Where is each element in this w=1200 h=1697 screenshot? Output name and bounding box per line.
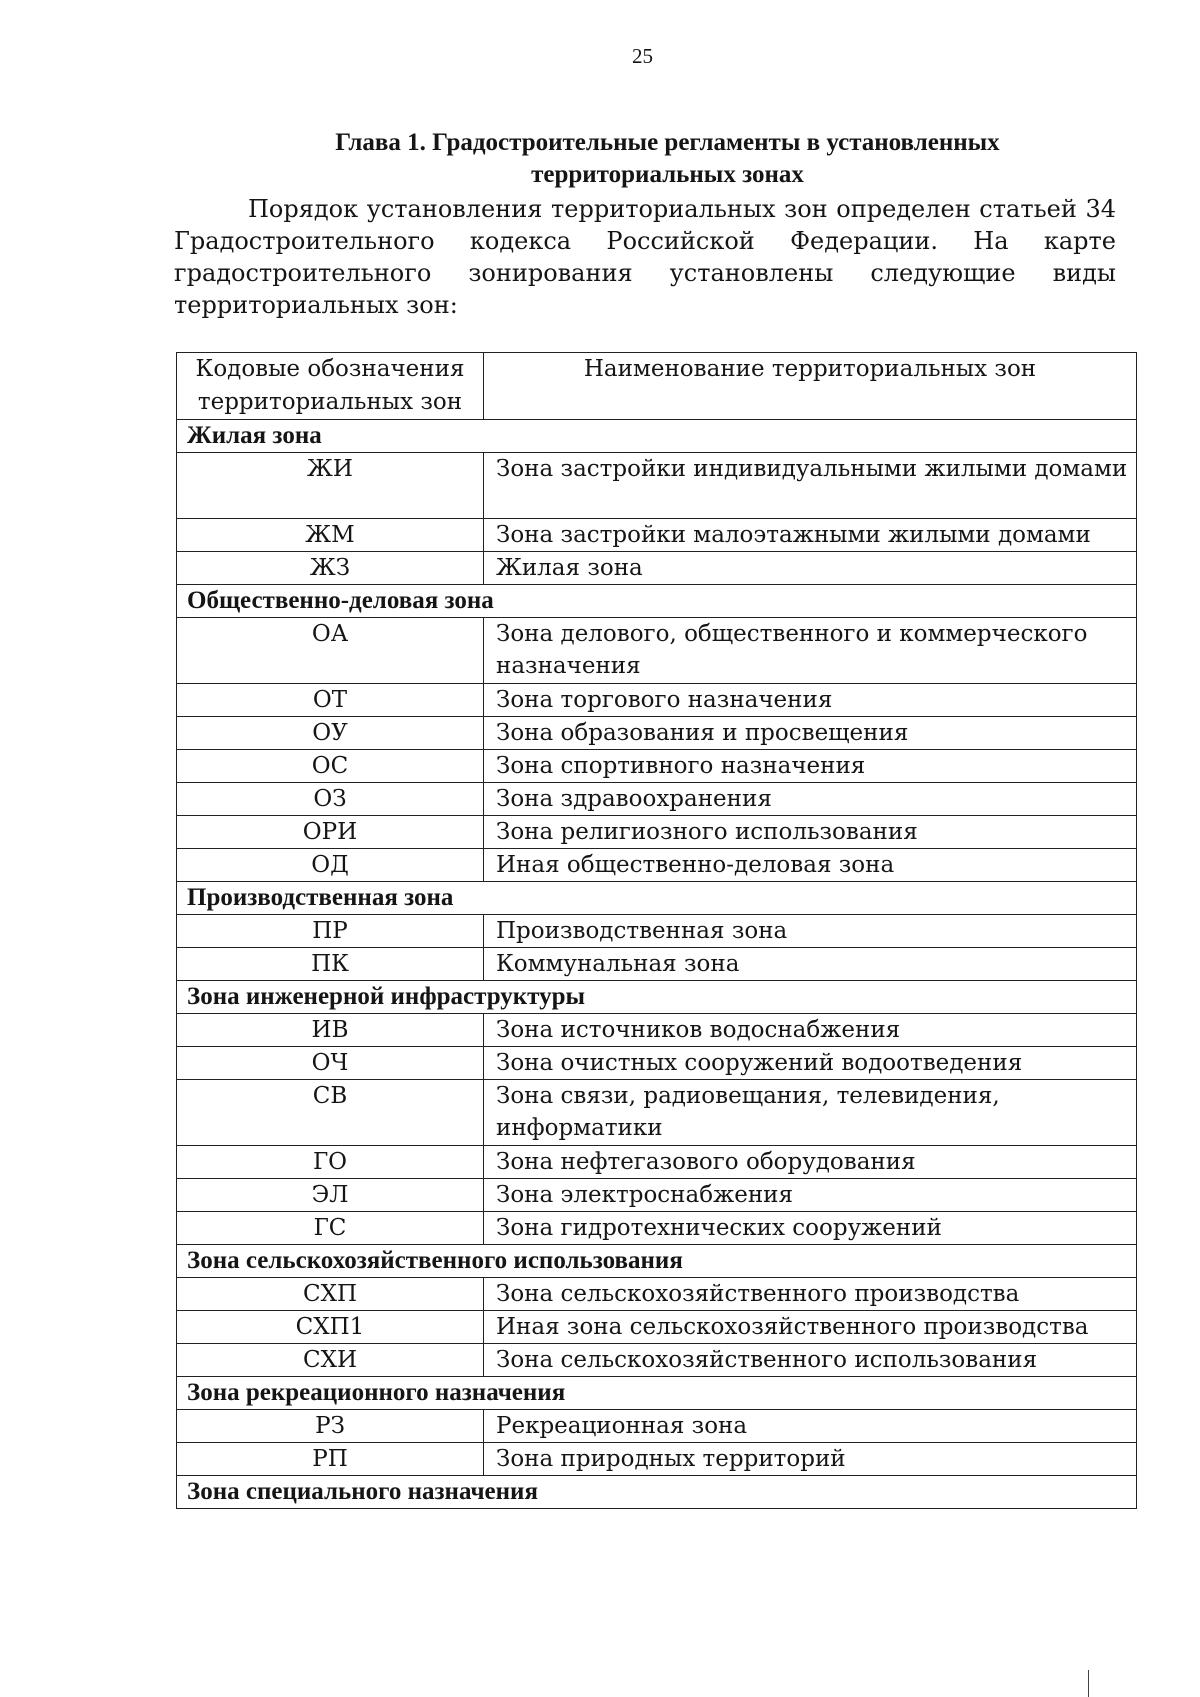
zone-code-cell: ПР (177, 915, 484, 948)
table-row (177, 816, 1137, 849)
zone-group-row (177, 1377, 1137, 1410)
table-row (177, 453, 1137, 519)
zone-name-cell: Рекреационная зона (484, 1410, 1137, 1443)
zone-group-title: Зона специального назначения (177, 1476, 1137, 1509)
table-row (177, 618, 1137, 684)
page-number: 25 (632, 44, 653, 68)
zone-code-cell: ОРИ (177, 816, 484, 849)
zone-name-cell: Зона спортивного назначения (484, 750, 1137, 783)
zone-name-cell: Зона образования и просвещения (484, 717, 1137, 750)
zone-code-cell: ОА (177, 618, 484, 684)
zone-group-title: Зона рекреационного назначения (177, 1377, 1137, 1410)
zone-code-cell: ОЧ (177, 1047, 484, 1080)
zone-name-cell: Зона здравоохранения (484, 783, 1137, 816)
zone-name-cell: Зона связи, радиовещания, телевидения, информатики (484, 1080, 1137, 1146)
zone-code-cell: ОС (177, 750, 484, 783)
zone-name-cell: Жилая зона (484, 552, 1137, 585)
zone-group-title: Жилая зона (177, 420, 1137, 453)
zone-group-title: Зона сельскохозяйственного использования (177, 1245, 1137, 1278)
zone-name-cell: Коммунальная зона (484, 948, 1137, 981)
zone-code-cell: ОЗ (177, 783, 484, 816)
zone-name-cell: Зона нефтегазового оборудования (484, 1146, 1137, 1179)
table-row (177, 1443, 1137, 1476)
zone-group-row (177, 1476, 1137, 1509)
zone-code-cell: СВ (177, 1080, 484, 1146)
table-row (177, 948, 1137, 981)
zone-code-cell: ГО (177, 1146, 484, 1179)
zone-name-cell: Зона застройки индивидуальными жилыми домами (484, 453, 1137, 519)
table-row (177, 519, 1137, 552)
table-row (177, 1179, 1137, 1212)
zone-code-cell: ОД (177, 849, 484, 882)
zone-name-cell: Иная общественно-деловая зона (484, 849, 1137, 882)
zone-name-cell: Зона природных территорий (484, 1443, 1137, 1476)
zone-code-cell: ИВ (177, 1014, 484, 1047)
zone-group-row (177, 585, 1137, 618)
header-name-cell: Наименование территориальных зон (484, 353, 1137, 420)
table-row (177, 1278, 1137, 1311)
zone-code-cell: ЖМ (177, 519, 484, 552)
zone-code-cell: ОУ (177, 717, 484, 750)
zone-name-cell: Зона источников водоснабжения (484, 1014, 1137, 1047)
zone-group-title: Производственная зона (177, 882, 1137, 915)
zone-name-cell: Зона застройки малоэтажными жилыми домами (484, 519, 1137, 552)
zone-group-title: Общественно-деловая зона (177, 585, 1137, 618)
zone-name-cell: Производственная зона (484, 915, 1137, 948)
zone-name-cell: Зона сельскохозяйственного производства (484, 1278, 1137, 1311)
zone-name-cell: Зона религиозного использования (484, 816, 1137, 849)
zone-name-cell: Зона сельскохозяйственного использования (484, 1344, 1137, 1377)
table-row (177, 1146, 1137, 1179)
zone-code-cell: СХП1 (177, 1311, 484, 1344)
zone-group-row (177, 882, 1137, 915)
zone-code-cell: СХИ (177, 1344, 484, 1377)
zone-name-cell: Зона торгового назначения (484, 684, 1137, 717)
zone-name-cell: Иная зона сельскохозяйственного производства (484, 1311, 1137, 1344)
table-row (177, 1344, 1137, 1377)
zone-code-cell: СХП (177, 1278, 484, 1311)
table-row (177, 783, 1137, 816)
table-row (177, 684, 1137, 717)
table-row (177, 1212, 1137, 1245)
zone-name-cell: Зона электроснабжения (484, 1179, 1137, 1212)
table-row (177, 1311, 1137, 1344)
zone-code-cell: ОТ (177, 684, 484, 717)
chapter-title: Глава 1. Градостроительные регламенты в установленных территориальных зонах (335, 129, 1000, 188)
table-row (177, 1014, 1137, 1047)
scan-edge-mark (1088, 1670, 1089, 1697)
zone-code-cell: ПК (177, 948, 484, 981)
table-row (177, 1080, 1137, 1146)
zone-code-cell: ЖИ (177, 453, 484, 519)
zone-code-cell: ГС (177, 1212, 484, 1245)
table-row (177, 750, 1137, 783)
zone-code-cell: РП (177, 1443, 484, 1476)
table-header-row (177, 353, 1137, 420)
territorial-zones-table (176, 352, 1137, 1509)
table-row (177, 849, 1137, 882)
table-row (177, 552, 1137, 585)
zone-group-row (177, 420, 1137, 453)
zone-code-cell: ЭЛ (177, 1179, 484, 1212)
zone-group-title: Зона инженерной инфраструктуры (177, 981, 1137, 1014)
table-row (177, 717, 1137, 750)
zone-name-cell: Зона гидротехнических сооружений (484, 1212, 1137, 1245)
zone-group-row (177, 1245, 1137, 1278)
table-row (177, 915, 1137, 948)
zone-code-cell: ЖЗ (177, 552, 484, 585)
zone-group-row (177, 981, 1137, 1014)
zone-code-cell: РЗ (177, 1410, 484, 1443)
zone-name-cell: Зона делового, общественного и коммерческого назначения (484, 618, 1137, 684)
zones-table-body (177, 353, 1137, 1509)
zone-name-cell: Зона очистных сооружений водоотведения (484, 1047, 1137, 1080)
table-row (177, 1410, 1137, 1443)
intro-paragraph: Порядок установления территориальных зон определен статьей 34 Градостроительного кодекса Российской Федерации. На карте градостроительного зонирования установлены следующие виды территориальных зон: (174, 195, 1116, 319)
table-row (177, 1047, 1137, 1080)
header-code-cell: Кодовые обозначения территориальных зон (177, 353, 484, 420)
